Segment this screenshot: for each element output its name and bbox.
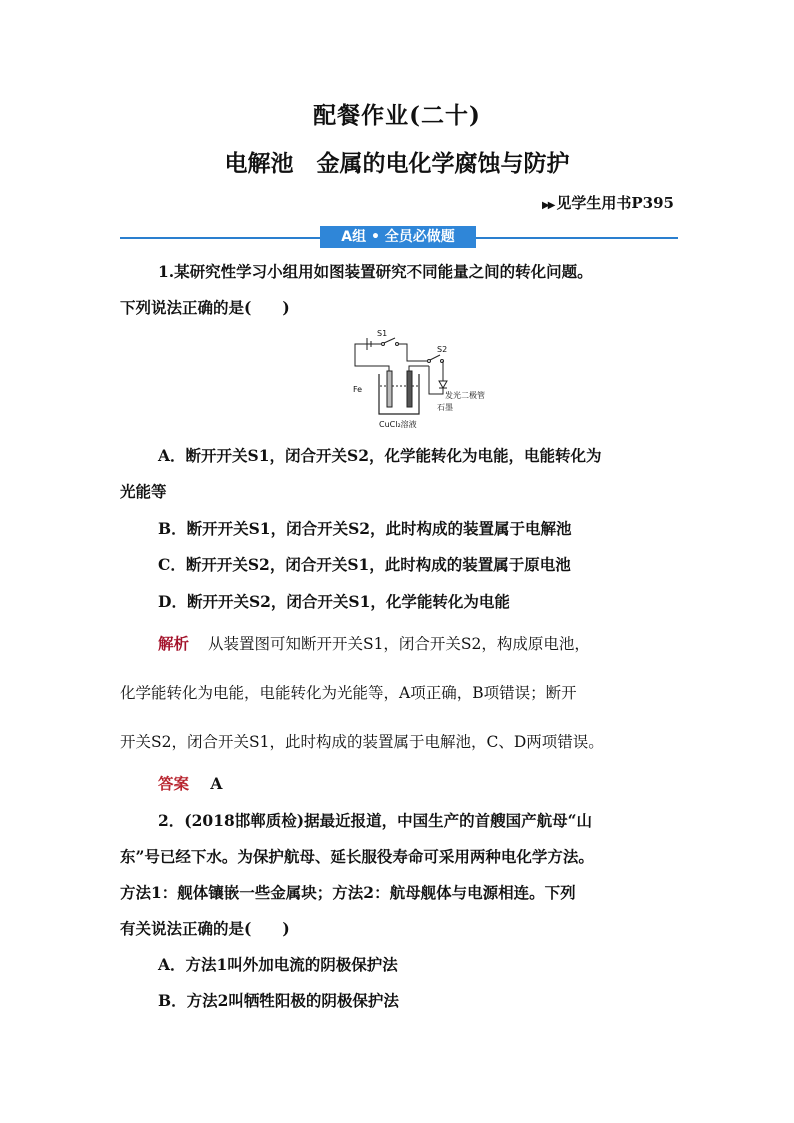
q1-stem-line2: 下列说法正确的是( ) — [120, 298, 290, 317]
q2-option-b: B．方法2叫牺牲阳极的阴极保护法 — [158, 991, 399, 1010]
book-reference — [542, 192, 674, 213]
analysis-line1 — [120, 634, 718, 654]
q1-option-a-line1: A．断开开关S1，闭合开关S2，化学能转化为电能，电能转化为 — [158, 446, 602, 465]
q2-line1: 2．(2018邯郸质检)据最近报道，中国生产的首艘国产航母“山 — [158, 811, 593, 830]
analysis-text1: 从装置图可知断开开关S1，闭合开关S2，构成原电池， — [207, 635, 590, 653]
page-subtitle: 电解池 金属的电化学腐蚀与防护 — [224, 150, 570, 177]
q1-stem-line1: 1.某研究性学习小组用如图装置研究不同能量之间的转化问题。 — [158, 262, 593, 281]
answer-label: 答案 — [158, 774, 190, 793]
q1-option-a-line2: 光能等 — [120, 482, 167, 501]
answer-value: A — [210, 774, 223, 793]
label-fe: Fe — [353, 385, 363, 394]
electrolysis-apparatus-figure — [345, 326, 495, 436]
q1-option-b: B．断开开关S1，闭合开关S2，此时构成的装置属于电解池 — [158, 519, 572, 538]
q1-option-d: D．断开开关S2，闭合开关S1，化学能转化为电能 — [158, 592, 510, 611]
q2-line3: 方法1：舰体镶嵌一些金属块；方法2：航母舰体与电源相连。下列 — [120, 883, 576, 902]
label-graphite: 石墨 — [437, 403, 453, 412]
q2-line2: 东”号已经下水。为保护航母、延长服役寿命可采用两种电化学方法。 — [120, 847, 594, 866]
reference-text: 见学生用书P395 — [556, 194, 674, 212]
q1-option-c: C．断开开关S2，闭合开关S1，此时构成的装置属于原电池 — [158, 555, 571, 574]
page-title: 配餐作业(二十) — [313, 102, 481, 129]
analysis-label: 解析 — [158, 634, 190, 653]
label-s2: S2 — [437, 345, 448, 354]
double-arrow-icon: ▶▶ — [542, 200, 554, 211]
q2-option-a: A．方法1叫外加电流的阴极保护法 — [158, 955, 398, 974]
group-badge: A组 • 全员必做题 — [320, 226, 476, 248]
label-solution: CuCl₂溶液 — [379, 420, 417, 429]
analysis-line3: 开关S2，闭合开关S1，此时构成的装置属于电解池，C、D两项错误。 — [120, 733, 604, 751]
label-led: 发光二极管 — [445, 391, 485, 400]
answer-row — [120, 774, 718, 794]
analysis-line2: 化学能转化为电能，电能转化为光能等，A项正确，B项错误；断开 — [120, 684, 577, 702]
label-s1: S1 — [377, 329, 388, 338]
q2-line4: 有关说法正确的是( ) — [120, 919, 290, 938]
